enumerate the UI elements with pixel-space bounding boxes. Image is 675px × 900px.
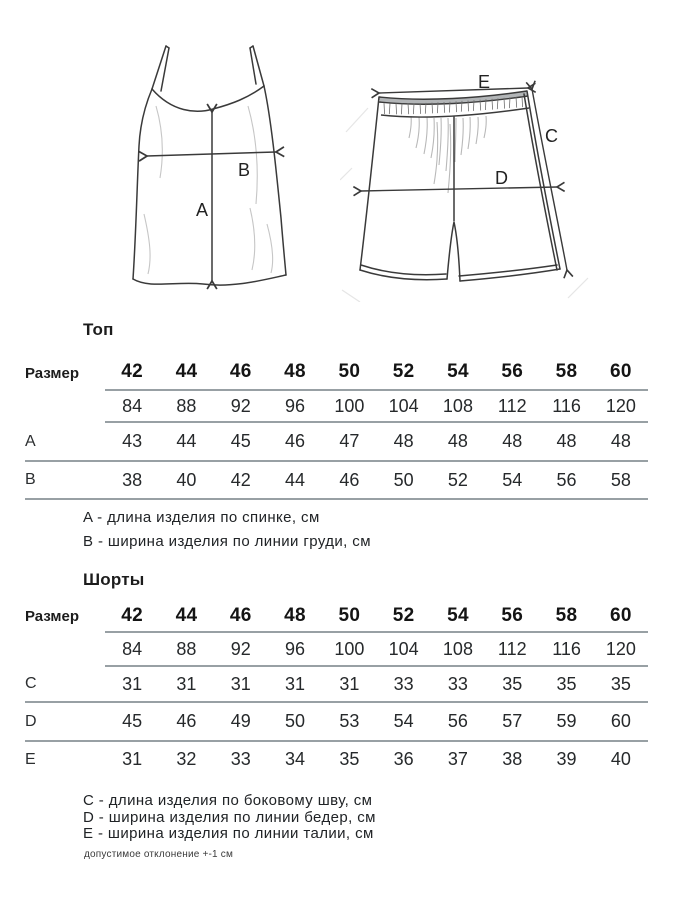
legend-line: B - ширина изделия по линии груди, см	[83, 533, 371, 550]
table-cell: 46	[339, 469, 360, 490]
size-header-cell: 44	[175, 604, 198, 626]
table-cell: 120	[605, 395, 636, 416]
table-cell: 56	[447, 711, 468, 731]
table-row	[25, 742, 648, 777]
table-cell: 84	[122, 638, 143, 659]
table-row	[25, 423, 648, 462]
table-cell: 108	[442, 638, 473, 659]
table-cell: 35	[610, 673, 631, 694]
waistband-fold-strip	[379, 91, 528, 104]
row-label: A	[25, 432, 36, 450]
size-header-cell: 48	[284, 361, 306, 382]
table-cell: 92	[230, 638, 251, 659]
table-cell: 96	[285, 395, 306, 416]
table-cell: 52	[447, 469, 468, 490]
legend-line: D - ширина изделия по линии бедер, см	[83, 808, 376, 826]
row-cells	[105, 633, 648, 667]
table-cell: 108	[442, 395, 473, 416]
table-row	[25, 633, 648, 667]
row-cells	[105, 423, 648, 460]
table-cell: 33	[230, 749, 251, 769]
row-label: B	[25, 471, 36, 488]
size-header-cell: 46	[229, 361, 252, 382]
table-cell: 100	[334, 395, 365, 416]
camisole-wrinkle-lines	[144, 106, 273, 274]
table-cell: 33	[447, 673, 468, 694]
table-cell: 40	[176, 469, 197, 490]
table-cell: 96	[285, 638, 306, 659]
table-cell: 84	[122, 395, 143, 416]
table-cell: 54	[502, 469, 523, 490]
measure-label-e: E	[478, 72, 491, 92]
table-cell: 44	[285, 469, 306, 490]
row-label	[25, 633, 105, 667]
table-cell: 44	[176, 431, 197, 451]
measure-label-c: C	[545, 126, 558, 146]
shorts-outline	[360, 91, 560, 281]
table-cell: 92	[230, 395, 251, 416]
shorts-section-title: Шорты	[83, 570, 145, 589]
table-cell: 58	[610, 469, 631, 490]
table-cell: 48	[393, 431, 414, 451]
table-cell: 35	[339, 749, 360, 769]
table-cell: 54	[393, 711, 414, 731]
table-cell: 43	[122, 431, 143, 451]
table-cell: 88	[176, 638, 197, 659]
table-cell: 42	[230, 469, 251, 490]
shorts-legend	[83, 793, 376, 843]
row-label: D	[25, 712, 37, 730]
table-cell: 45	[230, 431, 251, 451]
measure-label-d: D	[495, 168, 508, 188]
size-header-cells	[105, 355, 648, 391]
table-cell: 48	[447, 431, 468, 451]
camisole-top-sketch	[100, 18, 340, 310]
size-header-cell: 60	[609, 604, 632, 626]
measure-arrow-e	[379, 88, 528, 93]
legend-line: C - длина изделия по боковому шву, см	[83, 792, 373, 809]
shorts-wrinkle-lines	[409, 116, 486, 193]
measure-label-b: B	[238, 160, 251, 180]
size-header-cell: 52	[392, 604, 415, 626]
row-label: E	[25, 750, 36, 768]
measure-label-a: A	[196, 200, 209, 220]
size-header-cell: 54	[447, 361, 469, 382]
row-cells	[105, 742, 648, 777]
table-cell: 38	[122, 469, 143, 490]
shorts-size-table	[25, 600, 648, 777]
table-cell: 48	[502, 431, 523, 451]
table-cell: 56	[556, 469, 577, 490]
size-header-cell: 56	[501, 361, 524, 382]
size-header-cell: 54	[447, 604, 469, 626]
size-row-label: Размер	[25, 364, 80, 382]
camisole-outline	[133, 46, 286, 285]
table-cell: 35	[502, 673, 523, 694]
row-cells	[105, 667, 648, 701]
table-cell: 48	[556, 431, 577, 451]
table-cell: 31	[122, 749, 143, 769]
table-cell: 59	[556, 711, 577, 731]
row-label: C	[25, 675, 37, 692]
size-header-cell: 58	[555, 604, 578, 626]
table-cell: 120	[605, 638, 636, 659]
table-cell: 57	[502, 711, 523, 731]
top-legend	[83, 506, 371, 554]
table-cell: 40	[610, 749, 631, 769]
legend-line: E - ширина изделия по линии талии, см	[83, 825, 374, 842]
table-cell: 60	[610, 711, 631, 731]
size-header-cell: 60	[609, 361, 632, 382]
size-header-cell: 52	[392, 361, 415, 382]
table-cell: 37	[447, 749, 468, 769]
table-cell: 116	[552, 638, 581, 659]
table-cell: 34	[285, 749, 306, 769]
table-cell: 31	[176, 673, 197, 694]
row-cells	[105, 703, 648, 740]
table-cell: 48	[610, 431, 631, 451]
table-cell: 33	[393, 673, 414, 694]
table-cell: 50	[393, 469, 414, 490]
size-header-cell: 42	[121, 604, 144, 626]
table-cell: 100	[334, 638, 365, 659]
size-header-cell: 50	[338, 604, 361, 626]
row-label	[25, 391, 105, 423]
top-section-title: Топ	[83, 320, 114, 339]
table-cell: 31	[339, 673, 360, 694]
table-cell: 112	[497, 638, 527, 659]
table-cell: 31	[122, 673, 143, 694]
row-cells	[105, 391, 648, 423]
shorts-sketch	[340, 40, 590, 302]
table-cell: 49	[230, 711, 251, 731]
measure-arrow-d	[361, 187, 557, 191]
table-header-row	[25, 600, 648, 633]
table-cell: 35	[556, 673, 577, 694]
table-cell: 112	[497, 395, 527, 416]
table-cell: 32	[176, 749, 197, 769]
table-cell: 45	[122, 711, 143, 731]
size-row-label: Размер	[25, 608, 80, 625]
size-header-cells	[105, 600, 648, 633]
size-header-cell: 56	[501, 604, 524, 626]
table-cell: 104	[388, 395, 419, 416]
size-header-cell: 58	[555, 361, 578, 382]
table-row	[25, 703, 648, 742]
legend-line: A - длина изделия по спинке, см	[83, 509, 320, 526]
table-row	[25, 667, 648, 703]
size-header-cell: 50	[338, 361, 361, 382]
row-cells	[105, 462, 648, 498]
table-cell: 46	[176, 711, 197, 731]
measure-arrow-c	[532, 89, 567, 270]
table-cell: 47	[339, 431, 360, 451]
table-header-row	[25, 355, 648, 391]
size-header-cell: 46	[229, 604, 252, 626]
table-cell: 88	[176, 395, 197, 416]
table-cell: 31	[230, 673, 251, 694]
table-cell: 46	[285, 431, 306, 451]
table-cell: 50	[285, 711, 306, 731]
table-row	[25, 462, 648, 500]
table-cell: 104	[388, 638, 419, 659]
table-cell: 116	[552, 395, 581, 416]
size-header-cell: 48	[284, 604, 306, 626]
tolerance-note: допустимое отклонение +-1 см	[84, 849, 234, 860]
table-cell: 39	[556, 749, 577, 769]
table-cell: 36	[393, 749, 414, 769]
table-cell: 38	[502, 749, 523, 769]
table-row	[25, 391, 648, 423]
top-size-table	[25, 355, 648, 500]
size-header-cell: 44	[175, 361, 198, 382]
table-cell: 31	[285, 673, 306, 694]
size-header-cell: 42	[121, 361, 144, 382]
table-cell: 53	[339, 711, 360, 731]
